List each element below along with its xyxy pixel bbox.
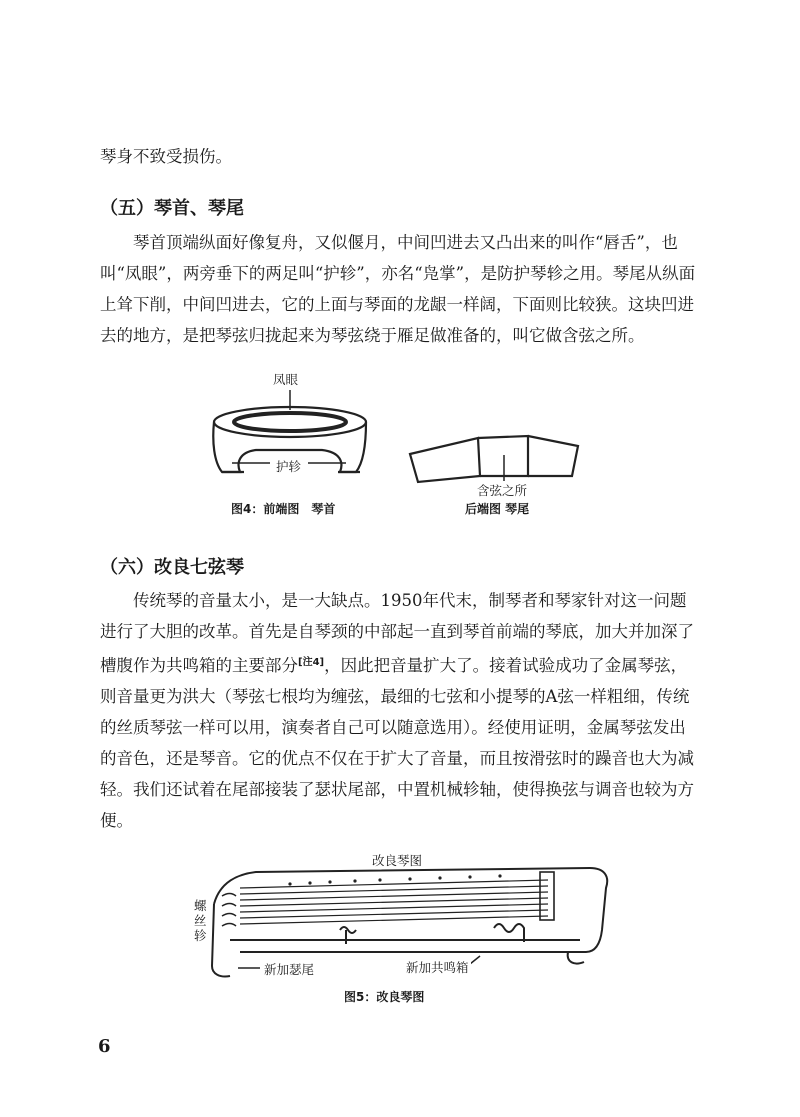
figure4-caption-left: 图4：前端图 琴首 xyxy=(231,502,336,516)
label-fengyan: 凤眼 xyxy=(273,372,299,387)
page-number: 6 xyxy=(98,1036,111,1057)
label-sewei: 新加瑟尾 xyxy=(264,962,315,977)
paragraph-end: 琴身不致受损伤。 xyxy=(100,147,232,166)
label-hanxian: 含弦之所 xyxy=(477,483,528,498)
label-gongming: 新加共鸣箱 xyxy=(406,960,469,975)
footnote-marker: [注4] xyxy=(298,657,325,668)
label-huzhen: 护轸 xyxy=(276,459,302,474)
section5-body: 琴首顶端纵面好像复舟，又似偃月，中间凹进去又凸出来的叫作“唇舌”，也叫“凤眼”，两旁垂下的两足叫“护轸”，亦名“凫掌”，是防护琴轸之用。琴尾从纵面上耸下削，中间凹进去，它的上面与琴面的龙龈一样阔，下面则比较狭。这块凹进去的地方，是把琴弦归拢起来为琴弦绕于雁足做准备的，叫它做含弦之所。 xyxy=(100,233,696,345)
section-heading-6: （六）改良七弦琴 xyxy=(100,557,244,578)
section6-body-part2: ，因此把音量扩大了。接着试验成功了金属琴弦，则音量更为洪大（琴弦七根均为缠弦，最细的七弦和小提琴的A弦一样粗细，传统的丝质琴弦一样可以用，演奏者自己可以随意选用）。经使用证明，金属琴弦发出的音色，还是琴音。它的优点不仅在于扩大了音量，而且按滑弦时的躁音也大为减轻。我们还试着在尾部接装了瑟状尾部，中置机械轸轴，使得换弦与调音也较为方便。 xyxy=(100,656,694,830)
figure5-caption: 图5：改良琴图 xyxy=(344,990,425,1004)
figure5-title: 改良琴图 xyxy=(372,853,423,868)
section-heading-5: （五）琴首、琴尾 xyxy=(100,198,244,219)
figure4-caption-right: 后端图 琴尾 xyxy=(465,502,530,516)
section6-body-part1: 传统琴的音量太小，是一大缺点。1950年代末，制琴者和琴家针对这一问题进行了大胆的改革。首先是自琴颈的中部起一直到琴首前端的琴底，加大并加深了槽腹作为共鸣箱的主要部分 xyxy=(100,591,694,675)
label-luosi: 螺丝轸 xyxy=(194,898,207,943)
